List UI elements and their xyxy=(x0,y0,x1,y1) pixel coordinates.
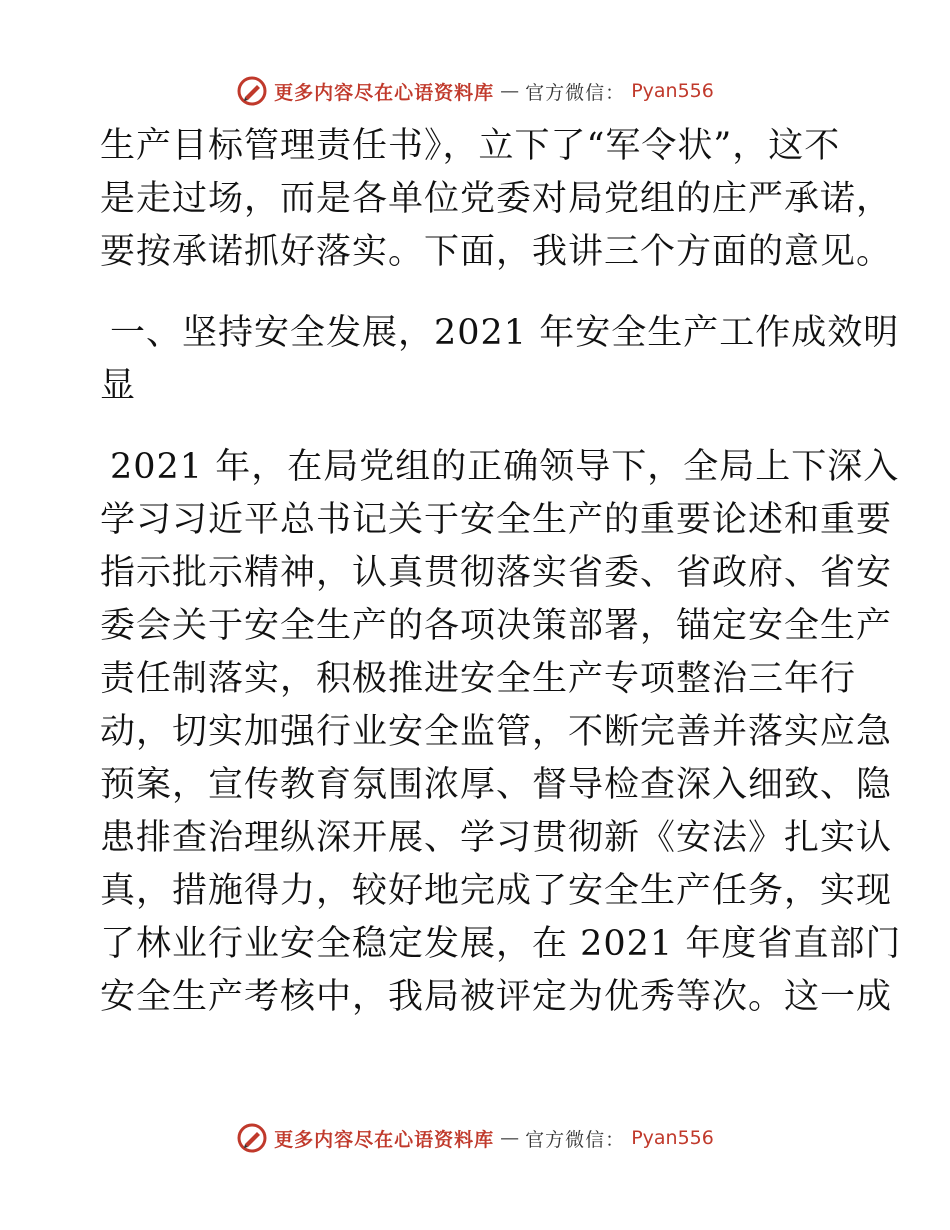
text-line: 要按承诺抓好落实。下面，我讲三个方面的意见。 xyxy=(100,232,893,272)
text-line: 委会关于安全生产的各项决策部署，锚定安全生产 xyxy=(100,606,893,646)
section-heading xyxy=(100,307,900,413)
text-line: 生产目标管理责任书》，立下了“军令状”，这不 xyxy=(100,126,841,166)
watermark-dash: — xyxy=(500,80,520,102)
text-line: 责任制落实，积极推进安全生产专项整治三年行 xyxy=(100,659,857,699)
text-line: 患排查治理纵深开展、学习贯彻新《安法》扎实认 xyxy=(100,818,893,858)
text-line: 了林业行业安全稳定发展，在 2021 年度省直部门 xyxy=(100,924,902,964)
pen-logo-icon xyxy=(236,75,268,107)
watermark-account: Pyan556 xyxy=(631,1127,714,1149)
watermark-brand: 更多内容尽在心语资料库 xyxy=(274,81,495,104)
paragraph-intro xyxy=(100,120,893,279)
text-line: 2021 年，在局党组的正确领导下，全局上下深入 xyxy=(110,447,900,487)
paragraph-body xyxy=(100,441,902,1024)
text-line: 是走过场，而是各单位党委对局党组的庄严承诺， xyxy=(100,179,893,219)
text-line: 真，措施得力，较好地完成了安全生产任务，实现 xyxy=(100,871,893,911)
watermark-dash: — xyxy=(500,1127,520,1149)
text-line: 安全生产考核中，我局被评定为优秀等次。这一成 xyxy=(100,977,893,1017)
text-line: 预案，宣传教育氛围浓厚、督导检查深入细致、隐 xyxy=(100,765,893,805)
watermark-official-label: 官方微信： xyxy=(525,1128,626,1151)
heading-line: 显 xyxy=(100,366,137,406)
watermark-official-label: 官方微信： xyxy=(525,81,626,104)
pen-logo-icon xyxy=(236,1122,268,1154)
document-body xyxy=(100,120,902,1024)
text-line: 动，切实加强行业安全监管，不断完善并落实应急 xyxy=(100,712,893,752)
footer-watermark xyxy=(0,1118,950,1158)
text-line: 指示批示精神，认真贯彻落实省委、省政府、省安 xyxy=(100,553,893,593)
watermark-account: Pyan556 xyxy=(631,80,714,102)
text-line: 学习习近平总书记关于安全生产的重要论述和重要 xyxy=(100,500,893,540)
heading-line: 一、坚持安全发展，2021 年安全生产工作成效明 xyxy=(110,313,900,353)
header-watermark xyxy=(0,71,950,111)
watermark-brand: 更多内容尽在心语资料库 xyxy=(274,1128,495,1151)
